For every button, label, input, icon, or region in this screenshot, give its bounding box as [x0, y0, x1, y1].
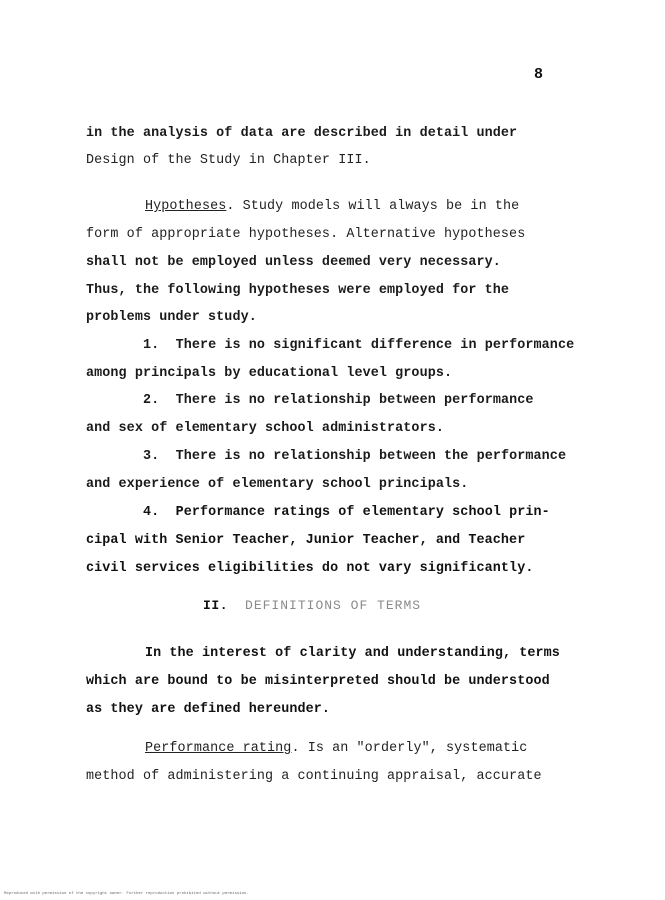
hypothesis-4-rest: cipal with Senior Teacher, Junior Teacher, and Teacher [86, 533, 526, 548]
performance-rating-line-2: method of administering a continuing appraisal, accurate [86, 769, 542, 784]
hypothesis-2-first: There is no relationship between performance [175, 393, 534, 408]
hypothesis-3-number: 3. [143, 449, 160, 464]
hypothesis-3 [143, 448, 566, 466]
hypothesis-4-rest-2: civil services eligibilities do not vary significantly. [86, 561, 534, 576]
performance-rating-first-line [145, 740, 527, 758]
section-heading [203, 598, 421, 613]
interest-line-2: which are bound to be misinterpreted should be understood [86, 674, 550, 689]
hypotheses-line-4: Thus, the following hypotheses were employed for the [86, 283, 510, 298]
section-roman-numeral: II. [203, 598, 229, 613]
hypotheses-first-line [145, 198, 519, 216]
interest-line-1: In the interest of clarity and understanding, terms [145, 646, 560, 661]
hypothesis-4 [143, 504, 550, 522]
hypothesis-1-first: There is no significant difference in performance [175, 338, 575, 353]
section-title: DEFINITIONS OF TERMS [245, 598, 422, 613]
intro-line-1: in the analysis of data are described in detail under [86, 126, 518, 141]
hypothesis-2 [143, 392, 534, 410]
hypotheses-first-line-rest: . Study models will always be in the [226, 199, 520, 214]
hypothesis-1-number: 1. [143, 338, 160, 353]
hypothesis-3-first: There is no relationship between the performance [175, 449, 567, 464]
performance-rating-first-line-rest: . Is an "orderly", systematic [291, 741, 528, 756]
hypotheses-line-2: form of appropriate hypotheses. Alternative hypotheses [86, 227, 526, 242]
interest-line-3: as they are defined hereunder. [86, 702, 331, 717]
hypotheses-line-3: shall not be employed unless deemed very necessary. [86, 255, 501, 270]
hypothesis-4-number: 4. [143, 505, 160, 520]
hypothesis-1-rest: among principals by educational level groups. [86, 366, 453, 381]
hypothesis-4-first: Performance ratings of elementary school prin- [175, 505, 550, 520]
intro-line-2: Design of the Study in Chapter III. [86, 153, 371, 168]
footer-stamp: Reproduced with permission of the copyright owner. Further reproduction prohibited without permission. [4, 892, 249, 896]
hypothesis-1 [143, 337, 574, 355]
hypothesis-2-rest: and sex of elementary school administrators. [86, 421, 444, 436]
page-number: 8 [534, 66, 544, 83]
hypothesis-3-rest: and experience of elementary school principals. [86, 477, 469, 492]
hypotheses-line-5: problems under study. [86, 310, 257, 325]
hypothesis-2-number: 2. [143, 393, 160, 408]
performance-rating-term: Performance rating [145, 741, 292, 756]
hypotheses-term: Hypotheses [145, 199, 227, 214]
